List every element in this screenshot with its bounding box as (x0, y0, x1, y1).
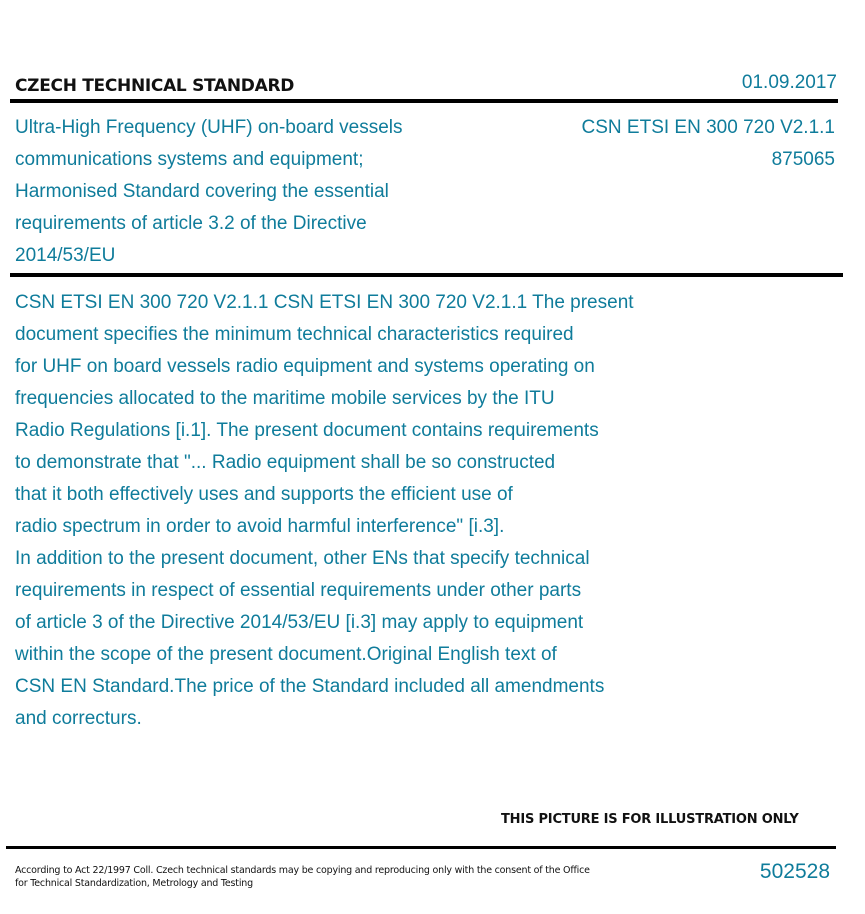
catalog-number: 502528 (759, 860, 830, 883)
standard-code: CSN ETSI EN 300 720 V2.1.1 (581, 117, 835, 138)
standard-number: 875065 (771, 149, 835, 170)
footer-divider (6, 846, 836, 849)
standard-identifiers (582, 112, 835, 176)
title-divider (10, 273, 843, 277)
standard-title: Ultra-High Frequency (UHF) on-board vessels communications systems and equipment; Harmonised Standard covering the essential requirements of article 3.2 of the Directive 2014/53/EU (15, 117, 403, 266)
legal-notice: According to Act 22/1997 Coll. Czech technical standards may be copying and reproducing only with the consent of the Office for Technical Standardization, Metrology and Testing (15, 865, 590, 889)
illustration-disclaimer: THIS PICTURE IS FOR ILLUSTRATION ONLY (501, 812, 799, 827)
publication-date: 01.09.2017 (741, 72, 837, 93)
standard-description: CSN ETSI EN 300 720 V2.1.1 CSN ETSI EN 300 720 V2.1.1 The present document specifies the minimum technical characteristics required for UHF on board vessels radio equipment and systems operating on frequencies allocated to the maritime mobile services by the ITU Radio Regulations [i.1]. The present document contains requirements to demonstrate that "... Radio equipment shall be so constructed that it both effectively uses and supports the efficient use of radio spectrum in order to avoid harmful interference" [i.3]. In addition to the present document, other ENs that specify technical requirements in respect of essential requirements under other parts of article 3 of the Directive 2014/53/EU [i.3] may apply to equipment within the scope of the present document.Original English text of CSN EN Standard.The price of the Standard included all amendments and correcturs. (15, 292, 634, 729)
document-category: CZECH TECHNICAL STANDARD (15, 76, 295, 96)
header-divider (10, 99, 838, 103)
